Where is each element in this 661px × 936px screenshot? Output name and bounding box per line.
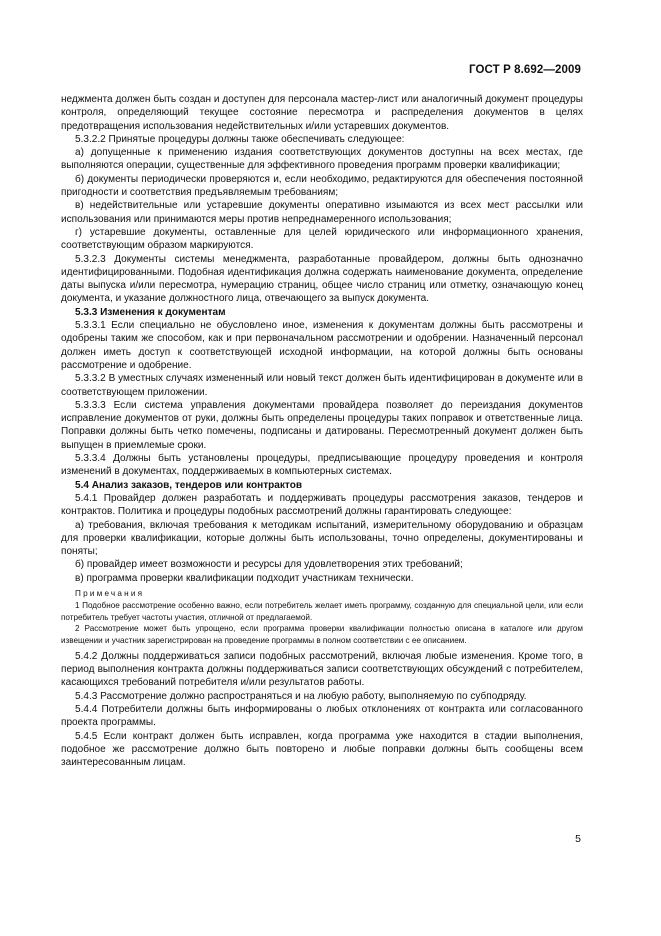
page-number: 5 [575,833,581,845]
section-heading-5-4: 5.4 Анализ заказов, тендеров или контрактов [75,479,303,491]
list-item-a: а) допущенные к применению издания соответствующих документов доступны на всех местах, где выполняются операции, существенные для эффективного проведения программ проверки квалификации; [61,147,583,172]
paragraph-5-3-3-3: 5.3.3.3 Если система управления документами провайдера позволяет до переиздания документов исправление документов от руки, должны быть определены процедуры таких поправок и ответственные лица. Поправки должны быть четко помечены, подписаны и датированы. Пересмотренный документ должен быть выпущен в приемлемые сроки. [61,399,583,451]
paragraph-5-4-4: 5.4.4 Потребители должны быть информированы о любых отклонениях от контракта или согласованного проекта программы. [61,703,583,729]
page-header-standard: ГОСТ Р 8.692—2009 [469,64,581,76]
section-heading-5-3-3: 5.3.3 Изменения к документам [75,306,226,318]
list-item-b-resources: б) провайдер имеет возможности и ресурсы для удовлетворения этих требований; [75,559,463,571]
document-body [61,93,583,769]
list-item-v-suitability: в) программа проверки квалификации подходит участникам технически. [75,572,414,584]
note-2: 2 Рассмотрение может быть упрощено, если программа проверки квалификации полностью описана в каталоге или другом извещении и участник зарегистрирован на проведение программы в полном соответствии с ее описанием. [61,624,583,646]
paragraph-5-3-3-2: 5.3.3.2 В уместных случаях измененный или новый текст должен быть идентифицирован в документе или в соответствующем приложении. [61,373,583,398]
paragraph-5-3-2-2: 5.3.2.2 Принятые процедуры должны также обеспечивать следующее: [75,133,405,145]
list-item-g: г) устаревшие документы, оставленные для целей юридического или информационного хранения, соответствующим образом маркируются. [61,226,583,252]
paragraph-5-4-2: 5.4.2 Должны поддерживаться записи подобных рассмотрений, включая любые изменения. Кроме того, в период выполнения контракта должны поддерживаться записи соответствующих обсуждений с потребителем, касающихся требований потребителя и/или результатов работы. [61,650,583,689]
list-item-a-requirements: а) требования, включая требования к методикам испытаний, измерительному оборудованию и образцам для проверки квалификации, которые должны быть использованы, точно определены, документированы и поняты; [61,519,583,558]
paragraph-5-3-2-3: 5.3.2.3 Документы системы менеджмента, разработанные провайдером, должны быть однозначно идентифицированными. Подобная идентификация должна содержать наименование документа, определение даты выпуска и/или пересмотра, нумерацию страниц, общее число страниц или отметку, означающую конец документа, и указание должностного лица, отвечающего за выпуск документа. [61,253,583,305]
paragraph-5-4-5: 5.4.5 Если контракт должен быть исправлен, когда программа уже находится в стадии выполнения, подобное же рассмотрение должно быть повторено и любые поправки должны быть сообщены всем заинтересованным лицам. [61,730,583,769]
paragraph-5-4-1: 5.4.1 Провайдер должен разработать и поддерживать процедуры рассмотрения заказов, тендеров и контрактов. Политика и процедуры подобных рассмотрений должны гарантировать следующее: [61,492,583,518]
paragraph-5-3-3-1: 5.3.3.1 Если специально не обусловлено иное, изменения к документам должны быть рассмотрены и одобрены таким же способом, как и при первоначальном рассмотрении и одобрении. Назначенный персонал должен иметь доступ к соответствующей исходной информации, на которой должны быть основаны рассмотрение и одобрение. [61,320,583,371]
paragraph-5-3-3-4: 5.3.3.4 Должны быть установлены процедуры, предписывающие процедуру проведения и контроля изменений в документах, поддерживаемых в компьютерных системах. [61,453,583,478]
paragraph-continuation: неджмента должен быть создан и доступен для персонала мастер-лист или аналогичный документ процедуры контроля, определяющий текущее состояние пересмотра и распределения документов в целях предотвращения использования недействительных и/или устаревших документов. [61,94,583,132]
list-item-v: в) недействительные или устаревшие документы оперативно изымаются из всех мест рассылки или использования или принимаются меры против непреднамеренного использования; [61,200,583,225]
list-item-b: б) документы периодически проверяются и, если необходимо, редактируются для обеспечения постоянной пригодности и соответствия предъявляемым требованиям; [61,173,583,199]
note-1: 1 Подобное рассмотрение особенно важно, если потребитель желает иметь программу, созданную для специальной цели, или если потребитель требует частоты участия, отличной от предлагаемой. [61,600,583,622]
paragraph-5-4-3: 5.4.3 Рассмотрение должно распространяться и на любую работу, выполняемую по субподряду. [75,690,527,702]
notes-title: Примечания [75,588,145,598]
